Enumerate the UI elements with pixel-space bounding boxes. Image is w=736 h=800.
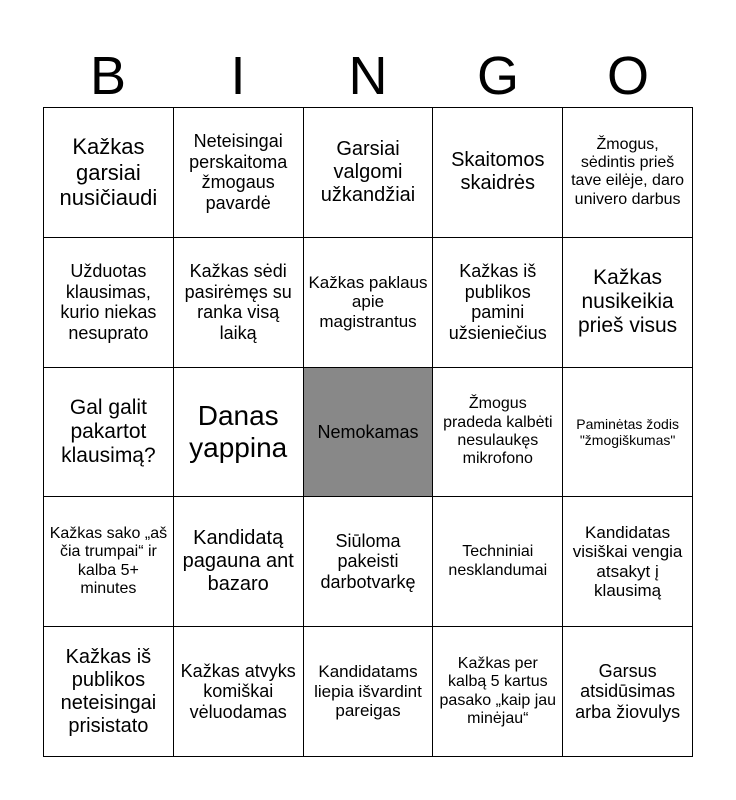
- bingo-cell[interactable]: Kažkas atvyks komiškai vėluodamas: [173, 627, 303, 757]
- bingo-header: [43, 44, 693, 108]
- bingo-cell[interactable]: Užduotas klausimas, kurio niekas nesuprato: [44, 237, 174, 367]
- bingo-row: [44, 497, 693, 627]
- free-cell[interactable]: Nemokamas: [303, 367, 433, 497]
- bingo-cell[interactable]: Paminėtas žodis "žmogiškumas": [563, 367, 693, 497]
- header-letter-b: B: [89, 46, 127, 106]
- bingo-cell[interactable]: Kažkas sako „aš čia trumpai“ ir kalba 5+ minutes: [44, 497, 174, 627]
- header-letter-g: G: [476, 46, 519, 106]
- bingo-cell[interactable]: Kažkas garsiai nusičiaudi: [44, 108, 174, 238]
- bingo-cell[interactable]: Garsus atsidūsimas arba žiovulys: [563, 627, 693, 757]
- bingo-grid: [43, 107, 693, 757]
- bingo-cell[interactable]: Kažkas paklaus apie magistrantus: [303, 237, 433, 367]
- bingo-cell[interactable]: Žmogus pradeda kalbėti nesulaukęs mikrofono: [433, 367, 563, 497]
- bingo-cell[interactable]: Neteisingai perskaitoma žmogaus pavardė: [173, 108, 303, 238]
- bingo-cell[interactable]: Kandidatams liepia išvardint pareigas: [303, 627, 433, 757]
- bingo-row: [44, 108, 693, 238]
- bingo-cell[interactable]: Kandidatas visiškai vengia atsakyt į klausimą: [563, 497, 693, 627]
- bingo-cell[interactable]: Žmogus, sėdintis prieš tave eilėje, daro univero darbus: [563, 108, 693, 238]
- bingo-row: [44, 367, 693, 497]
- bingo-cell[interactable]: Kažkas nusikeikia prieš visus: [563, 237, 693, 367]
- bingo-cell[interactable]: Kandidatą pagauna ant bazaro: [173, 497, 303, 627]
- header-letter-o: O: [606, 46, 649, 106]
- header-letter-i: I: [230, 46, 246, 106]
- bingo-cell[interactable]: Kažkas sėdi pasirėmęs su ranka visą laiką: [173, 237, 303, 367]
- header-letter-n: N: [348, 46, 388, 106]
- bingo-cell[interactable]: Garsiai valgomi užkandžiai: [303, 108, 433, 238]
- bingo-cell[interactable]: Skaitomos skaidrės: [433, 108, 563, 238]
- bingo-row: [44, 237, 693, 367]
- bingo-cell[interactable]: Siūloma pakeisti darbotvarkę: [303, 497, 433, 627]
- bingo-cell[interactable]: Kažkas per kalbą 5 kartus pasako „kaip jau minėjau“: [433, 627, 563, 757]
- bingo-cell[interactable]: Danas yappina: [173, 367, 303, 497]
- bingo-cell[interactable]: Kažkas iš publikos neteisingai prisistato: [44, 627, 174, 757]
- bingo-cell[interactable]: Techniniai nesklandumai: [433, 497, 563, 627]
- bingo-cell[interactable]: Kažkas iš publikos pamini užsieniečius: [433, 237, 563, 367]
- bingo-row: [44, 627, 693, 757]
- bingo-cell[interactable]: Gal galit pakartot klausimą?: [44, 367, 174, 497]
